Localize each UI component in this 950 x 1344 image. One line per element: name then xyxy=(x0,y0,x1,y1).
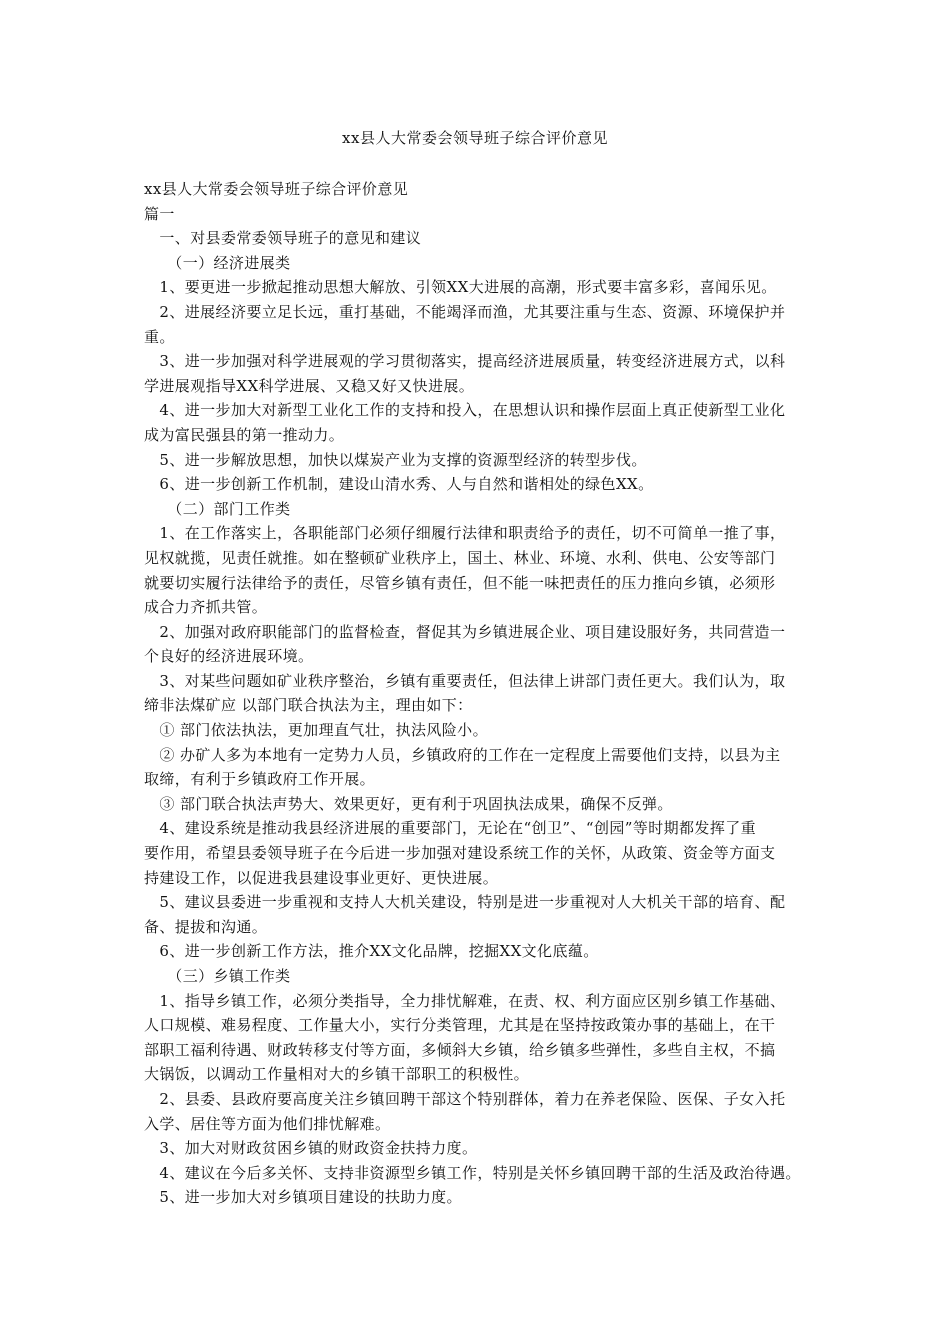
document-line: ② 办矿人多为本地有一定势力人员，乡镇政府的工作在一定程度上需要他们支持，以县为主 xyxy=(144,745,781,764)
document-line: 1、在工作落实上，各职能部门必须仔细履行法律和职责给予的责任，切不可简单一推了事， xyxy=(144,524,786,543)
document-line: 4、进一步加大对新型工业化工作的支持和投入，在思想认识和操作层面上真正使新型工业化 xyxy=(144,401,786,420)
document-line: 部职工福利待遇、财政转移支付等方面，多倾斜大乡镇，给乡镇多些弹性，多些自主权，不搞 xyxy=(144,1040,776,1059)
document-line: 3、加大对财政贫困乡镇的财政资金扶持力度。 xyxy=(144,1139,478,1158)
document-line: 大锅饭，以调动工作量相对大的乡镇干部职工的积极性。 xyxy=(144,1065,530,1084)
document-line: 3、进一步加强对科学进展观的学习贯彻落实，提高经济进展质量，转变经济进展方式，以科 xyxy=(144,352,786,371)
document-line: 1、要更进一步掀起推动思想大解放、引领XX大进展的高潮，形式要丰富多彩，喜闻乐见。 xyxy=(144,278,777,297)
document-line: 5、进一步解放思想，加快以煤炭产业为支撑的资源型经济的转型步伐。 xyxy=(144,450,647,469)
document-line: 取缔，有利于乡镇政府工作开展。 xyxy=(144,770,376,789)
document-line: 篇一 xyxy=(144,204,175,223)
document-line: 见权就揽，见责任就推。如在整顿矿业秩序上，国土、林业、环境、水利、供电、公安等部门 xyxy=(144,548,776,567)
document-line: 2、加强对政府职能部门的监督检查，督促其为乡镇进展企业、项目建设服好务，共同营造一 xyxy=(144,622,786,641)
document-line: 要作用，希望县委领导班子在今后进一步加强对建设系统工作的关怀，从政策、资金等方面支 xyxy=(144,844,776,863)
document-line: 入学、居住等方面为他们排忧解难。 xyxy=(144,1114,391,1133)
document-line: （二）部门工作类 xyxy=(144,499,291,518)
document-line: 4、建议在今后多关怀、支持非资源型乡镇工作，特别是关怀乡镇回聘干部的生活及政治待遇。 xyxy=(144,1163,801,1182)
document-body xyxy=(144,177,824,1210)
document-line: 成合力齐抓共管。 xyxy=(144,598,268,617)
document-line: 2、进展经济要立足长远，重打基础，不能竭泽而渔，尤其要注重与生态、资源、环境保护并 xyxy=(144,302,786,321)
document-line: 1、指导乡镇工作，必须分类指导，全力排忧解难，在责、权、利方面应区别乡镇工作基础、 xyxy=(144,991,786,1010)
document-line: 学进展观指导XX科学进展、又稳又好又快进展。 xyxy=(144,376,475,395)
document-line: 5、建议县委进一步重视和支持人大机关建设，特别是进一步重视对人大机关干部的培育、配 xyxy=(144,893,786,912)
document-line: （三）乡镇工作类 xyxy=(144,967,291,985)
document-line: 持建设工作，以促进我县建设事业更好、更快进展。 xyxy=(144,868,499,887)
document-line: （一）经济进展类 xyxy=(144,253,291,272)
document-line: ③ 部门联合执法声势大、效果更好，更有利于巩固执法成果，确保不反弹。 xyxy=(144,794,673,813)
document-line: 3、对某些问题如矿业秩序整治，乡镇有重要责任，但法律上讲部门责任更大。我们认为，取 xyxy=(144,671,786,690)
document-line: xx县人大常委会领导班子综合评价意见 xyxy=(144,180,409,198)
document-line: 一、对县委常委领导班子的意见和建议 xyxy=(144,229,422,248)
document-line: 5、进一步加大对乡镇项目建设的扶助力度。 xyxy=(144,1188,462,1207)
document-line: 重。 xyxy=(144,327,175,346)
document-line: 备、提拔和沟通。 xyxy=(144,917,268,936)
document-line: 4、建设系统是推动我县经济进展的重要部门，无论在“创卫”、“创园”等时期都发挥了重 xyxy=(144,819,757,838)
document-line: 2、县委、县政府要高度关注乡镇回聘干部这个特别群体，着力在养老保险、医保、子女入托 xyxy=(144,1089,786,1108)
document-line: 就要切实履行法律给予的责任，尽管乡镇有责任，但不能一味把责任的压力推向乡镇，必须形 xyxy=(144,573,776,592)
document-line: 6、进一步创新工作方法，推介XX文化品牌，挖掘XX文化底蕴。 xyxy=(144,942,599,961)
document-line: 成为富民强县的第一推动力。 xyxy=(144,425,345,444)
document-line: 人口规模、难易程度、工作量大小，实行分类管理，尤其是在坚持按政策办事的基础上，在干 xyxy=(144,1016,776,1035)
document-title: xx县人大常委会领导班子综合评价意见 xyxy=(342,129,608,147)
document-line: 缔非法煤矿应 以部门联合执法为主，理由如下： xyxy=(144,696,473,715)
document-line: 6、进一步创新工作机制，建设山清水秀、人与自然和谐相处的绿色XX。 xyxy=(144,475,654,494)
document-line: 个良好的经济进展环境。 xyxy=(144,647,314,666)
document-line: ① 部门依法执法，更加理直气壮，执法风险小。 xyxy=(144,721,488,740)
